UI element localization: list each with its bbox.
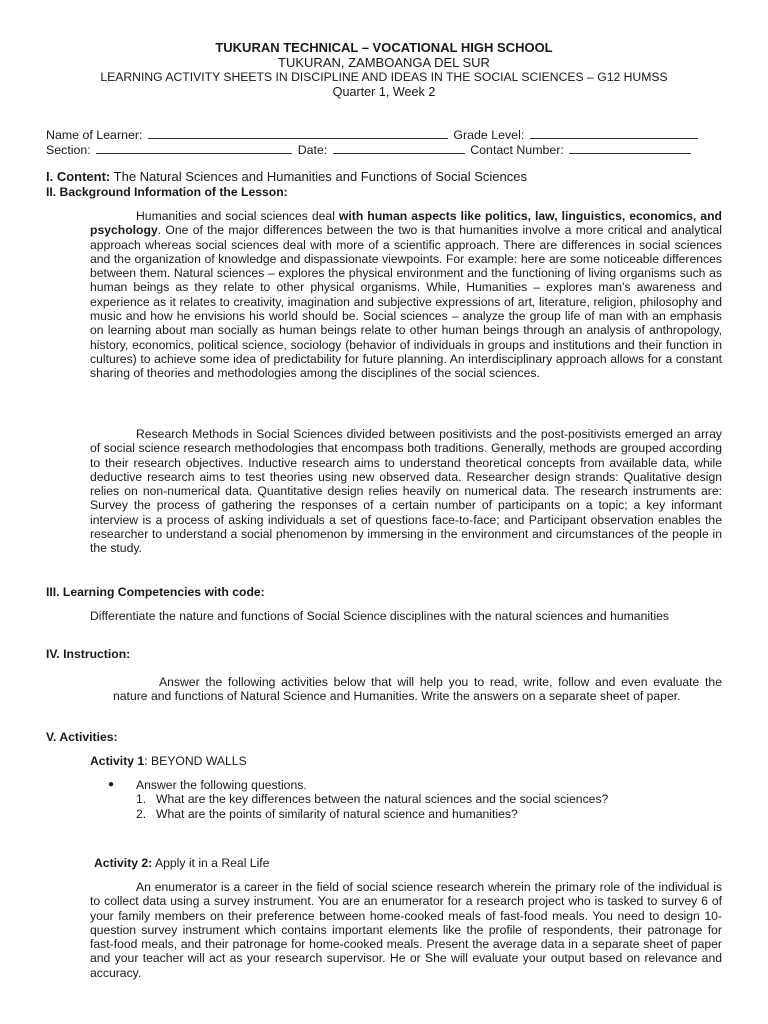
p1-text-rest: . One of the major differences between the two is that humanities involve a more critical and analytical approach whereas social sciences deal with more of a scientific approach. There are differences in social sciences and the organization of knowledge and dispassionate viewpoints. For example: here are some noticeable differences between them. Natural sciences – explores the physical environment and the functioning of living organisms such as human beings as they relate to other physical organisms. While, Humanities – explores man's awareness and experience as it relates to creativity, imagination and subjective expressions of art, literature, religion, philosophy and music and how he envisions his world should be. Social sciences – analyze the group life of man with an emphasis on learning about man socially as human beings relate to other human beings through an analysis of anthropology, history, economics, political science, sociology (behavior of individuals in groups and institutions and their function in cultures) to achieve some idea of predictability for future planning. An interdisciplinary approach allows for a constant sharing of theories and methodologies among the disciplines of the social sciences.	[90, 223, 722, 381]
question-number: 1.	[136, 792, 147, 807]
contact-number-field[interactable]	[569, 143, 691, 154]
name-label: Name of Learner:	[46, 128, 143, 142]
activity-1-label: Activity 1	[90, 754, 145, 768]
question-list	[136, 792, 708, 821]
competencies-text: Differentiate the nature and functions of Social Science disciplines with the natural sciences and humanities	[90, 609, 670, 623]
p1-text-start: Humanities and social sciences deal	[136, 209, 339, 223]
activity-2-label: Activity 2:	[94, 856, 153, 870]
background-paragraph-2: Research Methods in Social Sciences divided between positivists and the post-positivists emerged an array of social science research methodologies that encompass both traditions. Generally, methods are grouped according to their research objectives. Inductive research aims to understand theoretical concepts from available data, while deductive research aims to test theories using new observed data. Researcher design strands: Qualitative design relies on non-numerical data. Quantitative design relies heavily on numerical data. The research instruments are: Survey the process of gathering the responses of a certain number of participants on a topic; a key informant interview is a process of asking individuals a set of questions face-to-face; and Participant observation enables the researcher to understand a social phenomenon by immersing in the environment and circumstances of the people in the study.	[90, 427, 722, 556]
section-label: Section:	[46, 143, 91, 157]
activity-1-instruction: Answer the following questions.	[136, 778, 307, 792]
instruction-text: Answer the following activities below that will help you to read, write, follow and even evaluate the nature and functions of Natural Science and Humanities. Write the answers on a separate sheet of paper.	[113, 675, 722, 704]
content-line	[46, 170, 736, 184]
competencies-heading: III. Learning Competencies with code:	[46, 585, 265, 599]
content-value: The Natural Sciences and Humanities and Functions of Social Sciences	[113, 169, 527, 184]
school-name: TUKURAN TECHNICAL – VOCATIONAL HIGH SCHOOL	[215, 40, 553, 55]
activity-2-title	[94, 856, 269, 870]
contact-number-label: Contact Number:	[470, 143, 564, 157]
activity-1-name: : BEYOND WALLS	[144, 754, 247, 768]
name-field[interactable]	[148, 128, 448, 139]
activities-heading: V. Activities:	[46, 730, 118, 744]
question-text: What are the points of similarity of natural science and humanities?	[156, 806, 518, 821]
question-item	[136, 792, 708, 806]
background-paragraph-1	[90, 209, 722, 381]
sheet-subject: LEARNING ACTIVITY SHEETS IN DISCIPLINE AND IDEAS IN THE SOCIAL SCIENCES – G12 HUMSS	[100, 70, 668, 84]
grade-level-field[interactable]	[530, 128, 698, 139]
learner-info-row	[46, 128, 726, 142]
section-info-row	[46, 143, 726, 157]
school-location: TUKURAN, ZAMBOANGA DEL SUR	[278, 55, 490, 70]
section-field[interactable]	[96, 143, 292, 154]
quarter-week: Quarter 1, Week 2	[332, 85, 436, 99]
activity-2-text: An enumerator is a career in the field of social science research wherein the primary role of the individual is to collect data using a survey instrument. You are an enumerator for a research project who is tasked to survey 6 of your family members on their preference between home-cooked meals of fast-food meals. You need to design 10-question survey instrument which contains important elements like the profile of respondents, their patronage for fast-food meals, and their patronage for home-cooked meals. Present the average data in a separate sheet of paper and your teacher will act as your research supervisor. He or She will evaluate your output based on relevance and accuracy.	[90, 880, 722, 980]
content-label: I. Content:	[46, 169, 111, 184]
activity-1-title	[90, 754, 247, 768]
bullet-icon: ●	[108, 779, 115, 790]
question-item	[136, 807, 708, 821]
p1-text-bold: with human aspects like politics, law, linguistics, economics, and psychology	[90, 209, 722, 238]
question-text: What are the key differences between the natural sciences and the social sciences?	[156, 792, 609, 807]
activity-2-name: Apply it in a Real Life	[152, 856, 270, 870]
date-label: Date:	[297, 143, 328, 157]
list-item	[108, 778, 708, 821]
date-field[interactable]	[333, 143, 465, 154]
question-number: 2.	[136, 806, 147, 821]
activity-1-list	[108, 778, 708, 821]
grade-level-label: Grade Level:	[453, 128, 525, 142]
instruction-heading: IV. Instruction:	[46, 647, 131, 661]
background-heading: II. Background Information of the Lesson:	[46, 185, 288, 199]
